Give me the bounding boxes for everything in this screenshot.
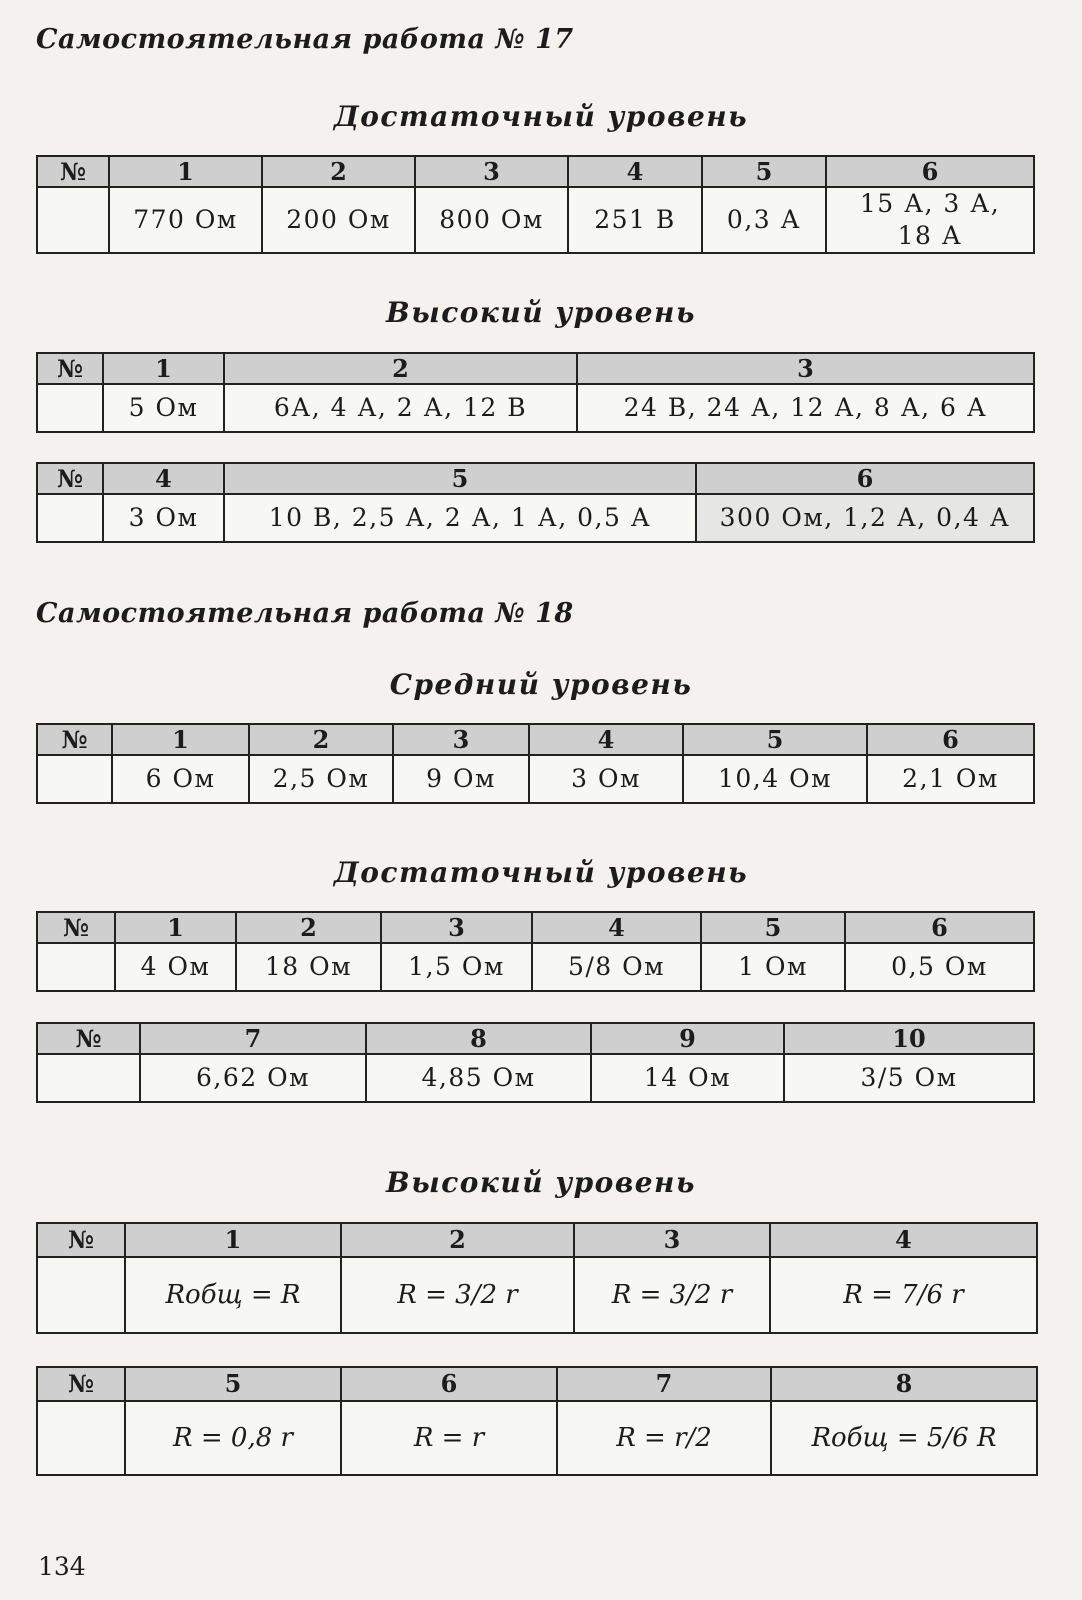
- work17-title: Самостоятельная работа № 17: [36, 24, 574, 55]
- answer-cell: [37, 1401, 125, 1475]
- answer-cell: [37, 384, 103, 432]
- work17-high-table-2: [36, 462, 1035, 543]
- work18-high-table-1: [36, 1222, 1038, 1334]
- header-cell: 7: [557, 1367, 771, 1401]
- header-cell: 6: [696, 463, 1034, 494]
- table-header-row: [37, 1023, 1034, 1054]
- answer-cell: 5/8 Ом: [532, 943, 701, 991]
- formula-cell: R = r: [341, 1401, 557, 1475]
- answer-cell: [37, 755, 112, 803]
- table-header-row: [37, 724, 1034, 755]
- table-header-row: [37, 1367, 1037, 1401]
- header-cell: 4: [568, 156, 702, 187]
- work18-medium-level-title: Средний уровень: [389, 668, 693, 701]
- header-cell: 4: [770, 1223, 1037, 1257]
- answer-cell: 6 Ом: [112, 755, 249, 803]
- header-cell: 1: [112, 724, 249, 755]
- answer-cell: 0,3 А: [702, 187, 826, 253]
- table-header-row: [37, 1223, 1037, 1257]
- answer-cell: 1,5 Ом: [381, 943, 532, 991]
- header-cell: 5: [224, 463, 696, 494]
- table-row: [37, 384, 1034, 432]
- answer-cell: 0,5 Ом: [845, 943, 1034, 991]
- answer-cell: [37, 943, 115, 991]
- header-cell: №: [37, 724, 112, 755]
- answer-cell: 10 В, 2,5 А, 2 А, 1 А, 0,5 А: [224, 494, 696, 542]
- table-row: [37, 943, 1034, 991]
- formula-cell: R = 7/6 r: [770, 1257, 1037, 1333]
- formula-cell: R = 3/2 r: [341, 1257, 574, 1333]
- answer-cell: 200 Ом: [262, 187, 415, 253]
- page-number: 134: [38, 1552, 86, 1581]
- answer-cell: 3/5 Ом: [784, 1054, 1034, 1102]
- answer-cell: 300 Ом, 1,2 А, 0,4 А: [696, 494, 1034, 542]
- answer-cell: 770 Ом: [109, 187, 262, 253]
- work17-sufficient-level-title: Достаточный уровень: [333, 100, 749, 133]
- header-cell: 2: [341, 1223, 574, 1257]
- answer-cell: 4 Ом: [115, 943, 236, 991]
- answer-cell: 14 Ом: [591, 1054, 784, 1102]
- table-row: [37, 1054, 1034, 1102]
- answer-cell: 10,4 Ом: [683, 755, 867, 803]
- formula-cell: Rобщ = R: [125, 1257, 341, 1333]
- answer-cell: 4,85 Ом: [366, 1054, 591, 1102]
- work17-high-table-1: [36, 352, 1035, 433]
- header-cell: 3: [381, 912, 532, 943]
- work18-medium-table: [36, 723, 1035, 804]
- header-cell: 6: [845, 912, 1034, 943]
- header-cell: №: [37, 156, 109, 187]
- header-cell: 5: [683, 724, 867, 755]
- work17-sufficient-table: [36, 155, 1035, 254]
- answer-cell: [37, 1257, 125, 1333]
- answer-cell: 1 Ом: [701, 943, 845, 991]
- header-cell: 9: [591, 1023, 784, 1054]
- work18-high-level-title: Высокий уровень: [386, 1166, 696, 1199]
- header-cell: 4: [532, 912, 701, 943]
- answer-cell: 5 Ом: [103, 384, 224, 432]
- header-cell: 3: [574, 1223, 770, 1257]
- answer-cell: 2,1 Ом: [867, 755, 1034, 803]
- table-row: [37, 494, 1034, 542]
- formula-cell: R = 3/2 r: [574, 1257, 770, 1333]
- answer-cell: 2,5 Ом: [249, 755, 393, 803]
- formula-cell: R = 0,8 r: [125, 1401, 341, 1475]
- header-cell: 6: [867, 724, 1034, 755]
- table-row: [37, 187, 1034, 253]
- answer-cell: [37, 494, 103, 542]
- header-cell: 6: [826, 156, 1034, 187]
- header-cell: 4: [103, 463, 224, 494]
- header-cell: 5: [125, 1367, 341, 1401]
- header-cell: №: [37, 1367, 125, 1401]
- answer-cell: [37, 187, 109, 253]
- header-cell: 8: [366, 1023, 591, 1054]
- formula-cell: R = r/2: [557, 1401, 771, 1475]
- header-cell: 6: [341, 1367, 557, 1401]
- header-cell: 4: [529, 724, 683, 755]
- answer-cell: 6,62 Ом: [140, 1054, 366, 1102]
- table-row: [37, 1401, 1037, 1475]
- header-cell: 2: [262, 156, 415, 187]
- header-cell: №: [37, 353, 103, 384]
- answer-cell: 3 Ом: [529, 755, 683, 803]
- work18-sufficient-level-title: Достаточный уровень: [333, 856, 749, 889]
- header-cell: 10: [784, 1023, 1034, 1054]
- table-row: [37, 755, 1034, 803]
- header-cell: 3: [415, 156, 568, 187]
- answer-cell: 24 В, 24 А, 12 А, 8 А, 6 А: [577, 384, 1034, 432]
- header-cell: №: [37, 1223, 125, 1257]
- work18-title: Самостоятельная работа № 18: [36, 598, 574, 629]
- answer-cell: 9 Ом: [393, 755, 529, 803]
- table-header-row: [37, 156, 1034, 187]
- header-cell: №: [37, 1023, 140, 1054]
- header-cell: 1: [125, 1223, 341, 1257]
- header-cell: 1: [109, 156, 262, 187]
- header-cell: 8: [771, 1367, 1037, 1401]
- answer-cell: 15 А, 3 А, 18 А: [826, 187, 1034, 253]
- table-header-row: [37, 463, 1034, 494]
- header-cell: 5: [702, 156, 826, 187]
- answer-cell: 6А, 4 А, 2 А, 12 В: [224, 384, 577, 432]
- header-cell: 1: [103, 353, 224, 384]
- header-cell: 7: [140, 1023, 366, 1054]
- formula-cell: Rобщ = 5/6 R: [771, 1401, 1037, 1475]
- table-header-row: [37, 912, 1034, 943]
- header-cell: 3: [393, 724, 529, 755]
- answer-cell: 3 Ом: [103, 494, 224, 542]
- work17-high-level-title: Высокий уровень: [386, 296, 696, 329]
- header-cell: 5: [701, 912, 845, 943]
- header-cell: №: [37, 912, 115, 943]
- answer-cell: 800 Ом: [415, 187, 568, 253]
- header-cell: 2: [224, 353, 577, 384]
- answer-cell: 251 В: [568, 187, 702, 253]
- header-cell: 2: [249, 724, 393, 755]
- header-cell: 1: [115, 912, 236, 943]
- work18-sufficient-table-2: [36, 1022, 1035, 1103]
- work18-sufficient-table-1: [36, 911, 1035, 992]
- header-cell: 2: [236, 912, 381, 943]
- table-header-row: [37, 353, 1034, 384]
- header-cell: 3: [577, 353, 1034, 384]
- table-row: [37, 1257, 1037, 1333]
- header-cell: №: [37, 463, 103, 494]
- answer-cell: 18 Ом: [236, 943, 381, 991]
- work18-high-table-2: [36, 1366, 1038, 1476]
- answer-cell: [37, 1054, 140, 1102]
